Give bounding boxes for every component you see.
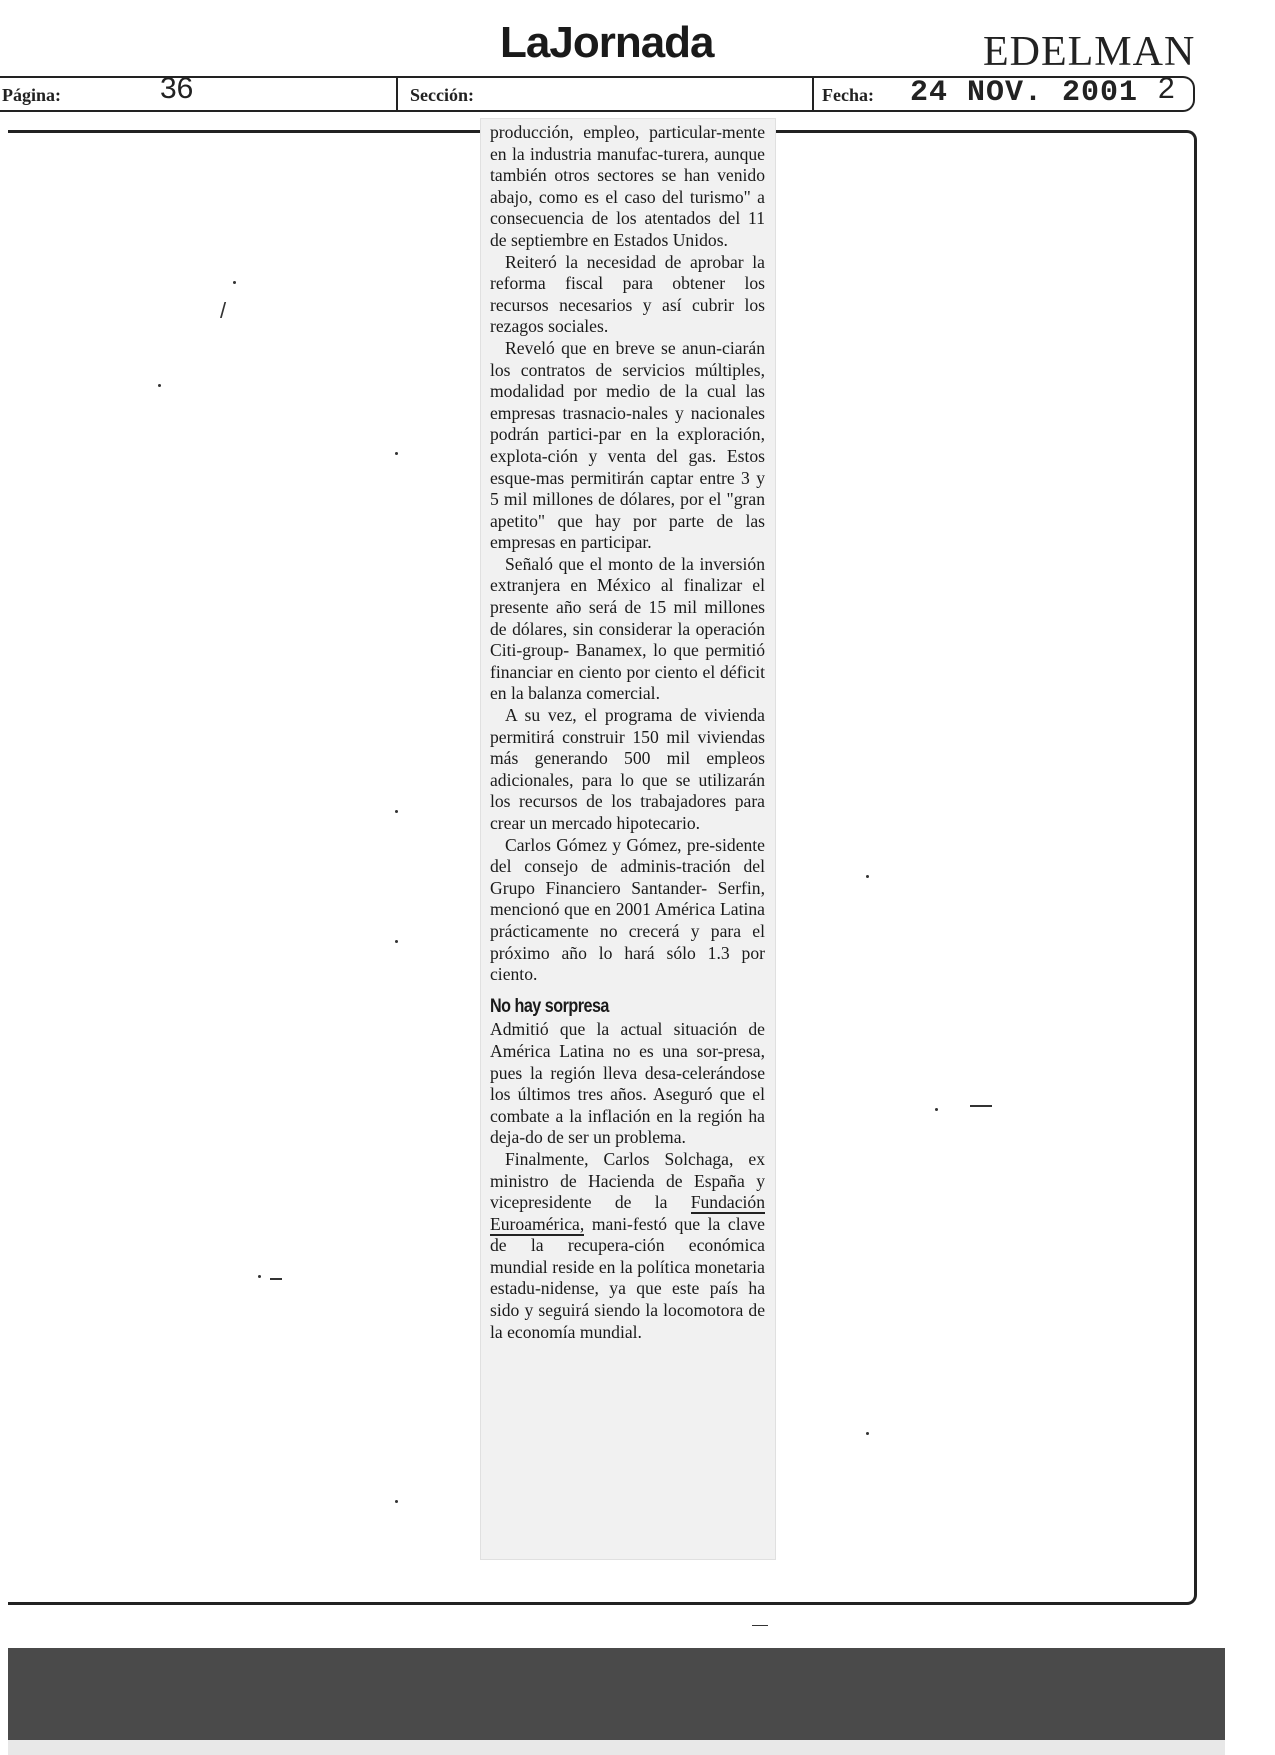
scan-speck [866, 1432, 869, 1435]
fecha-stamp: 24 NOV. 2001 [910, 76, 1139, 110]
pagina-label: Página: [2, 85, 62, 105]
article-paragraph: Admitió que la actual situación de América Latina no es una sor-presa, pues la región lleva desa-celerándose los últimos tres años. Aseguró que el combate a la inflación en la región ha deja-do de ser un problema. [490, 1019, 765, 1148]
fecha-label: Fecha: [822, 85, 874, 105]
article-paragraph: Reiteró la necesidad de aprobar la reforma fiscal para obtener los recursos necesarios y así cubrir los rezagos sociales. [490, 251, 765, 337]
stray-dash [270, 1278, 282, 1280]
stray-mark: / [220, 298, 227, 323]
scanner-edge-shadow [8, 1740, 1225, 1755]
final-text-post: mani-festó que la clave de la recupera-ción económica mundial reside en la política monetaria estadu-nidense, ya que este país ha sido y seguirá siendo la locomotora de la economía mundial. [490, 1213, 765, 1342]
article-paragraph: A su vez, el programa de vivienda permitirá construir 150 mil viviendas más generando 500 mil empleos adicionales, para lo que se utilizarán los recursos de los trabajadores para crear un mercado hipotecario. [490, 705, 765, 833]
scan-speck [258, 1275, 261, 1278]
article-paragraph: producción, empleo, particular-mente en la industria manufac-turera, aunque también otros sectores se han venido abajo, como es el caso del turismo" a consecuencia de los atentados del 11 de septiembre en Estados Unidos. [490, 122, 765, 250]
stray-dash [752, 1625, 768, 1626]
sheet-number: 2 [1158, 72, 1175, 105]
scan-speck [158, 384, 161, 387]
article-paragraph: Señaló que el monto de la inversión extranjera en México al finalizar el presente año será de 15 mil millones de dólares, sin considerar la operación Citi-group- Banamex, lo que permitió financiar en ciento por ciento el déficit en la balanza comercial. [490, 553, 765, 704]
clipping-info-bar [0, 72, 1195, 112]
stray-dash [970, 1105, 992, 1107]
scan-speck [233, 281, 236, 284]
agency-logo: EDELMAN [983, 29, 1196, 75]
field-divider [396, 76, 398, 112]
underlined-organization: Fundación Euroamérica, [490, 1192, 765, 1234]
final-text-pre: Finalmente, Carlos Solchaga, ex ministro de Hacienda de España y vicepresidente de la [490, 1148, 765, 1213]
scan-speck [395, 810, 398, 813]
scan-speck [395, 1500, 398, 1503]
article-paragraph-final [490, 1149, 765, 1343]
scan-speck [395, 940, 398, 943]
scanner-edge-band [8, 1648, 1225, 1740]
article-subheading: No hay sorpresa [490, 995, 609, 1017]
seccion-label: Sección: [410, 85, 474, 105]
pagina-value: 36 [160, 72, 194, 105]
article-paragraph: Carlos Gómez y Gómez, pre-sidente del consejo de adminis-tración del Grupo Financiero Santander- Serfin, mencionó que en 2001 América Latina prácticamente no crecerá y para el próximo año lo hará sólo 1.3 por ciento. [490, 834, 765, 985]
field-divider [812, 76, 814, 112]
newspaper-masthead: LaJornada [500, 18, 714, 67]
article-body [490, 122, 765, 1343]
article-paragraph: Reveló que en breve se anun-ciarán los contratos de servicios múltiples, modalidad por medio de la cual las empresas trasnacio-nales y nacionales podrán partici-par en la exploración, explota-ción y venta del gas. Estos esque-mas permitirán captar entre 3 y 5 mil millones de dólares, por el "gran apetito" que hay por parte de las empresas en participar. [490, 337, 765, 553]
scan-speck [935, 1108, 938, 1111]
scan-speck [395, 452, 398, 455]
scan-speck [866, 875, 869, 878]
